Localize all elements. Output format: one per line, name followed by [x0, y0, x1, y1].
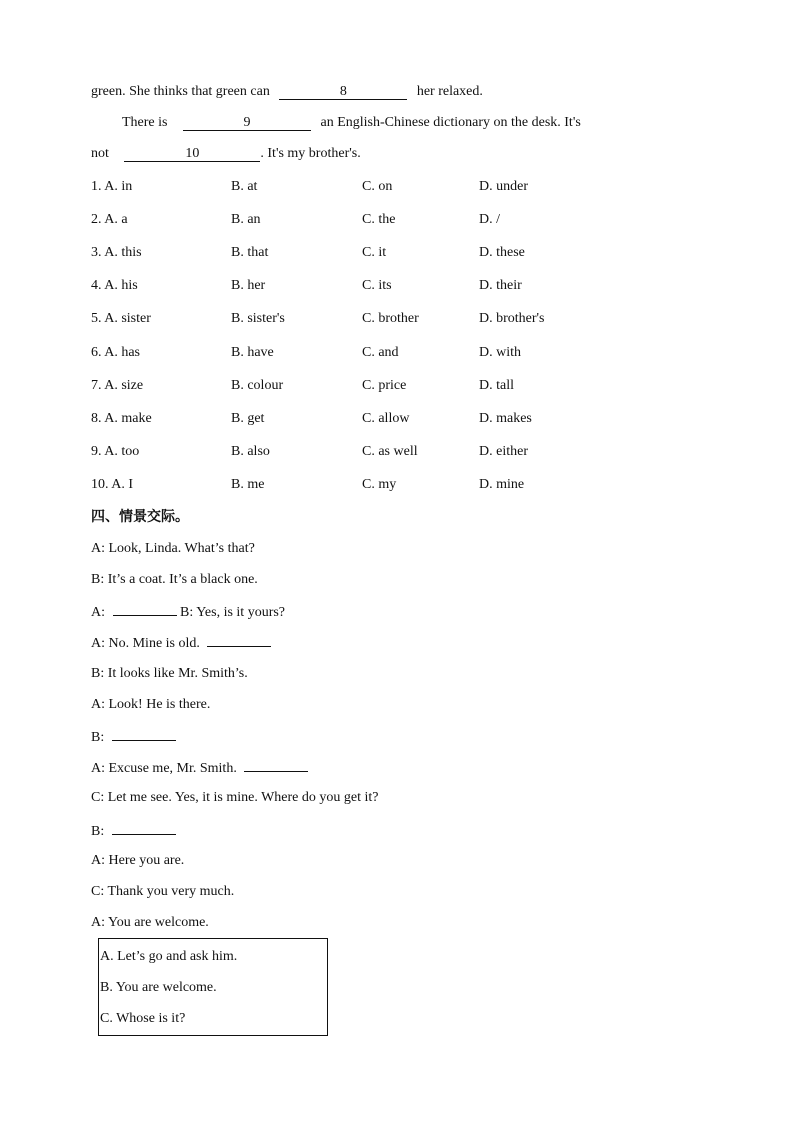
passage-text: her relaxed.	[416, 84, 483, 99]
option-a: 1. A. in	[91, 179, 133, 194]
dialogue-line: A: B: Yes, is it yours?	[91, 602, 285, 622]
dialogue-line: A: Here you are.	[91, 853, 185, 868]
option-b: B. her	[231, 278, 266, 293]
option-b: B. sister's	[231, 311, 285, 326]
option-d: D. their	[479, 278, 522, 293]
passage-text: . It's my brother's.	[260, 146, 361, 161]
option-c: C. the	[362, 212, 396, 227]
option-d: D. brother's	[479, 311, 545, 326]
option-a: 9. A. too	[91, 444, 140, 459]
option-c: C. my	[362, 477, 397, 492]
option-d: D. tall	[479, 378, 514, 393]
choice-c: C. Whose is it?	[100, 1011, 186, 1026]
dialogue-line: B: It’s a coat. It’s a black one.	[91, 572, 258, 587]
option-b: B. colour	[231, 378, 284, 393]
passage-text: There is	[122, 115, 168, 130]
option-c: C. price	[362, 378, 407, 393]
blank-8: 8	[279, 84, 407, 100]
passage-line-2	[122, 114, 581, 132]
option-a: 2. A. a	[91, 212, 128, 227]
dialogue-line: C: Let me see. Yes, it is mine. Where do you get it?	[91, 790, 379, 805]
passage-line-1	[91, 83, 483, 101]
option-b: B. an	[231, 212, 261, 227]
dialogue-line: C: Thank you very much.	[91, 884, 235, 899]
option-d: D. either	[479, 444, 528, 459]
blank-10: 10	[124, 146, 260, 162]
option-a: 6. A. has	[91, 345, 141, 360]
option-b: B. that	[231, 245, 269, 260]
answer-blank[interactable]	[113, 602, 177, 616]
option-a: 5. A. sister	[91, 311, 151, 326]
choice-b: B. You are welcome.	[100, 980, 217, 995]
choices-box	[98, 938, 328, 1036]
dialogue-line: A: You are welcome.	[91, 915, 209, 930]
option-b: B. get	[231, 411, 265, 426]
answer-blank[interactable]	[207, 633, 271, 647]
option-c: C. on	[362, 179, 393, 194]
option-d: D. /	[479, 212, 500, 227]
dialogue-line: B:	[91, 727, 176, 747]
option-b: B. me	[231, 477, 265, 492]
option-d: D. under	[479, 179, 528, 194]
option-c: C. and	[362, 345, 399, 360]
option-d: D. makes	[479, 411, 532, 426]
blank-9: 9	[183, 115, 311, 131]
answer-blank[interactable]	[112, 821, 176, 835]
dialogue-line: A: No. Mine is old.	[91, 633, 271, 653]
option-c: C. allow	[362, 411, 410, 426]
answer-blank[interactable]	[112, 727, 176, 741]
passage-text: not	[91, 146, 109, 161]
option-a: 3. A. this	[91, 245, 142, 260]
dialogue-line: A: Look, Linda. What’s that?	[91, 541, 255, 556]
option-a: 10. A. I	[91, 477, 134, 492]
option-b: B. at	[231, 179, 258, 194]
passage-text: an English-Chinese dictionary on the desk. It's	[320, 115, 581, 130]
option-d: D. these	[479, 245, 525, 260]
passage-text: green. She thinks that green can	[91, 84, 270, 99]
option-a: 8. A. make	[91, 411, 152, 426]
option-c: C. it	[362, 245, 387, 260]
option-d: D. with	[479, 345, 521, 360]
option-b: B. also	[231, 444, 270, 459]
dialogue-line: B:	[91, 821, 176, 841]
choice-a: A. Let’s go and ask him.	[100, 949, 238, 964]
answer-blank[interactable]	[244, 758, 308, 772]
dialogue-line: A: Look! He is there.	[91, 697, 211, 712]
option-c: C. its	[362, 278, 392, 293]
option-d: D. mine	[479, 477, 525, 492]
option-a: 7. A. size	[91, 378, 144, 393]
dialogue-line: B: It looks like Mr. Smith’s.	[91, 666, 248, 681]
dialogue-line: A: Excuse me, Mr. Smith.	[91, 758, 308, 778]
option-c: C. brother	[362, 311, 419, 326]
section-heading: 四、情景交际。	[91, 509, 189, 525]
option-c: C. as well	[362, 444, 418, 459]
passage-line-3	[91, 145, 361, 163]
option-a: 4. A. his	[91, 278, 138, 293]
option-b: B. have	[231, 345, 274, 360]
